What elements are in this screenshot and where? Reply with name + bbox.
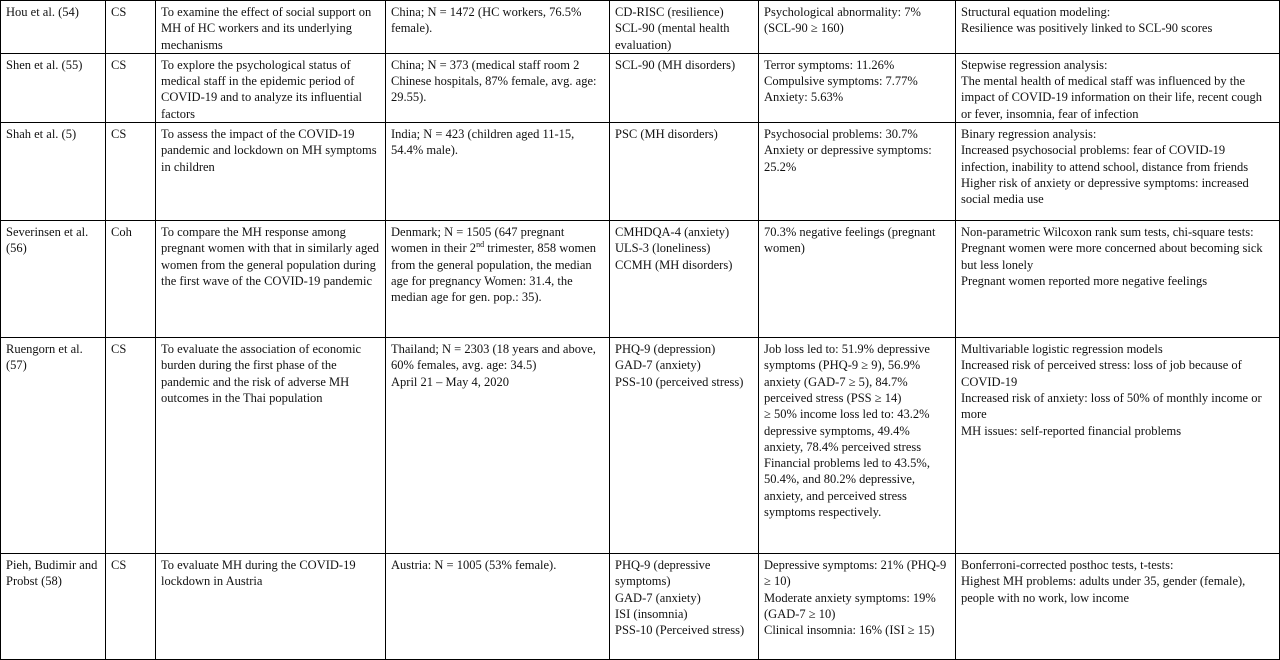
cell-text: China; N = 1472 (HC workers, 76.5% female). (391, 5, 582, 36)
cell-text: PHQ-9 (depressive symptoms) (615, 558, 711, 589)
cell-text: Ruengorn et al. (57) (6, 342, 83, 373)
cell-text: Compulsive symptoms: 7.77% (764, 74, 918, 89)
cell-text: Depressive symptoms: 21% (PHQ-9 ≥ 10) (764, 558, 947, 589)
cell-text: Highest MH problems: adults under 35, gender (female), people with no work, low income (961, 574, 1246, 605)
cell-text: To assess the impact of the COVID-19 pandemic and lockdown on MH symptoms in children (161, 127, 377, 174)
cell-text: GAD-7 (anxiety) (615, 590, 701, 605)
prevalence-cell (759, 53, 956, 122)
design-cell (106, 53, 156, 122)
cell-text: PSS-10 (perceived stress) (615, 374, 744, 389)
cell-text: Non-parametric Wilcoxon rank sum tests, chi-square tests: (961, 225, 1254, 240)
sample-cell (386, 1, 610, 54)
objective-cell (156, 221, 386, 338)
table-row (1, 338, 1280, 554)
prevalence-cell (759, 221, 956, 338)
analysis-cell (956, 53, 1280, 122)
design-cell (106, 221, 156, 338)
objective-cell (156, 554, 386, 660)
cell-text: ULS-3 (loneliness) (615, 241, 711, 256)
cell-text: Anxiety or depressive symptoms: 25.2% (764, 143, 932, 174)
analysis-cell (956, 554, 1280, 660)
design-cell (106, 123, 156, 221)
measures-cell (610, 221, 759, 338)
table-row (1, 221, 1280, 338)
cell-text: 70.3% negative feelings (pregnant women) (764, 225, 936, 256)
cell-text: Anxiety: 5.63% (764, 90, 844, 105)
cell-text: Pieh, Budimir and Probst (58) (6, 558, 98, 589)
cell-text: To compare the MH response among pregnant women with that in similarly aged women from the general population during the first wave of the COVID-19 pandemic (161, 225, 380, 288)
prevalence-cell (759, 338, 956, 554)
cell-text: Pregnant women were more concerned about becoming sick but less lonely (961, 241, 1263, 272)
measures-cell (610, 338, 759, 554)
cell-text: Denmark; N = 1505 (647 pregnant women in their 2nd trimester, 858 women from the general population, the median age for pregnancy Women: 31.4, the median age for gen. pop.: 35). (391, 225, 597, 305)
prevalence-cell (759, 554, 956, 660)
cell-text: CMHDQA-4 (anxiety) (615, 225, 730, 240)
cell-text: CS (111, 127, 127, 142)
cell-text: CD-RISC (resilience) (615, 5, 724, 19)
table-row (1, 53, 1280, 122)
cell-text: PSC (MH disorders) (615, 127, 718, 142)
analysis-cell (956, 123, 1280, 221)
cell-text: SCL-90 (mental health evaluation) (615, 21, 730, 52)
cell-text: Clinical insomnia: 16% (ISI ≥ 15) (764, 623, 935, 638)
cell-text: China; N = 373 (medical staff room 2 Chinese hospitals, 87% female, avg. age: 29.55). (391, 57, 597, 105)
cell-text: April 21 – May 4, 2020 (391, 374, 510, 389)
cell-text: Multivariable logistic regression models (961, 342, 1163, 357)
cell-text: Job loss led to: 51.9% depressive symptoms (PHQ-9 ≥ 9), 56.9% anxiety (GAD-7 ≥ 5), 84.7% perceived stress (PSS ≥ 14) (764, 342, 930, 405)
measures-cell (610, 1, 759, 54)
cell-text: Hou et al. (54) (6, 5, 79, 19)
cell-text: To explore the psychological status of medical staff in the epidemic period of COVID-19 and to analyze its influential factors (161, 57, 362, 121)
cell-text: Resilience was positively linked to SCL-90 scores (961, 21, 1213, 36)
cell-text: Financial problems led to 43.5%, 50.4%, and 80.2% depressive, anxiety, and perceived stress symptoms respectively. (764, 456, 930, 520)
cell-text: Moderate anxiety symptoms: 19% (GAD-7 ≥ 10) (764, 590, 936, 621)
design-cell (106, 1, 156, 54)
cell-text: ISI (insomnia) (615, 606, 688, 621)
cell-text: Terror symptoms: 11.26% (764, 57, 895, 72)
cell-text: Shah et al. (5) (6, 127, 77, 142)
cell-text: CS (111, 57, 127, 72)
cell-text: Psychosocial problems: 30.7% (764, 127, 918, 142)
cell-text: MH issues: self-reported financial problems (961, 423, 1182, 438)
study-cell (1, 123, 106, 221)
cell-text: Higher risk of anxiety or depressive symptoms: increased social media use (961, 175, 1249, 207)
cell-text: Stepwise regression analysis: (961, 57, 1108, 72)
cell-text: Coh (111, 225, 132, 240)
cell-text: Austria: N = 1005 (53% female). (391, 558, 557, 573)
analysis-cell (956, 338, 1280, 554)
cell-text: To examine the effect of social support on MH of HC workers and its underlying mechanisms (161, 5, 372, 52)
cell-text: The mental health of medical staff was influenced by the impact of COVID-19 information on their life, recent cough or fever, insomnia, fear of infection (961, 74, 1262, 121)
study-cell (1, 221, 106, 338)
cell-text: CCMH (MH disorders) (615, 257, 733, 272)
sample-cell (386, 53, 610, 122)
cell-text: GAD-7 (anxiety) (615, 358, 701, 373)
study-cell (1, 53, 106, 122)
cell-text: Bonferroni-corrected posthoc tests, t-tests: (961, 558, 1174, 573)
sample-cell (386, 554, 610, 660)
table-row (1, 1, 1280, 54)
cell-text: Psychological abnormality: 7% (SCL-90 ≥ 160) (764, 5, 921, 36)
measures-cell (610, 554, 759, 660)
cell-text: PSS-10 (Perceived stress) (615, 623, 745, 638)
cell-text: CS (111, 558, 127, 573)
cell-text: SCL-90 (MH disorders) (615, 57, 736, 72)
cell-text: Thailand; N = 2303 (18 years and above, 60% females, avg. age: 34.5) (391, 342, 596, 373)
study-cell (1, 554, 106, 660)
cell-text: Severinsen et al. (56) (6, 225, 89, 256)
cell-text: To evaluate the association of economic burden during the first phase of the pandemic and the risk of adverse MH outcomes in the Thai population (161, 342, 362, 405)
sample-cell (386, 123, 610, 221)
cell-text: Shen et al. (55) (6, 57, 83, 72)
cell-text: ≥ 50% income loss led to: 43.2% depressive symptoms, 49.4% anxiety, 78.4% perceived stress (764, 407, 930, 454)
measures-cell (610, 53, 759, 122)
design-cell (106, 338, 156, 554)
cell-text: Structural equation modeling: (961, 5, 1111, 19)
cell-text: Increased risk of anxiety: loss of 50% of monthly income or more (961, 390, 1262, 422)
objective-cell (156, 123, 386, 221)
sample-cell (386, 221, 610, 338)
cell-text: Increased risk of perceived stress: loss of job because of COVID-19 (961, 358, 1242, 389)
table-row (1, 123, 1280, 221)
prevalence-cell (759, 123, 956, 221)
cell-text: CS (111, 5, 127, 19)
study-cell (1, 1, 106, 54)
cell-text: Pregnant women reported more negative feelings (961, 273, 1208, 288)
objective-cell (156, 338, 386, 554)
cell-text: To evaluate MH during the COVID-19 lockdown in Austria (161, 558, 356, 589)
measures-cell (610, 123, 759, 221)
analysis-cell (956, 221, 1280, 338)
cell-text: Increased psychosocial problems: fear of COVID-19 infection, inability to attend school, distance from friends (961, 143, 1249, 174)
objective-cell (156, 1, 386, 54)
cell-text: Binary regression analysis: (961, 127, 1097, 142)
design-cell (106, 554, 156, 660)
sample-cell (386, 338, 610, 554)
prevalence-cell (759, 1, 956, 54)
table-row (1, 554, 1280, 660)
cell-text: India; N = 423 (children aged 11-15, 54.4% male). (391, 127, 575, 158)
cell-text: PHQ-9 (depression) (615, 342, 716, 357)
cell-text: CS (111, 342, 127, 357)
analysis-cell (956, 1, 1280, 54)
objective-cell (156, 53, 386, 122)
study-cell (1, 338, 106, 554)
